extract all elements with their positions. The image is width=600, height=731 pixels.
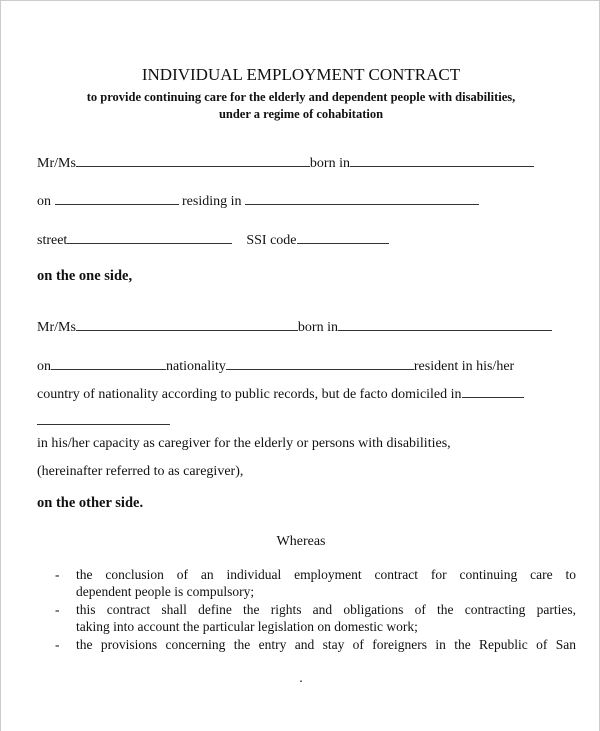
party1-residence-field[interactable] xyxy=(245,191,479,205)
party2-nationality-field[interactable] xyxy=(226,356,414,370)
party2-domicile-field[interactable] xyxy=(462,384,524,398)
bullet-line: the provisions concerning the entry and stay of foreigners in the Republic of San xyxy=(76,637,576,652)
bullet-dash: - xyxy=(55,637,60,652)
label-born-in: born in xyxy=(309,156,350,171)
label-nationality: nationality xyxy=(166,359,226,374)
party1-ssi-field[interactable] xyxy=(297,230,389,244)
label-country-line: country of nationality according to public records, but de facto domiciled in xyxy=(37,387,462,402)
party2-domicile-field-continued[interactable] xyxy=(37,411,170,425)
bullet-dash: - xyxy=(55,567,60,582)
party2-capacity: in his/her capacity as caregiver for the elderly or persons with disabilities, xyxy=(37,436,451,451)
bullet-line: the conclusion of an individual employment contract for continuing care to xyxy=(76,567,576,582)
party1-name-row xyxy=(37,153,534,173)
bullet-text xyxy=(76,601,576,635)
party1-street-field[interactable] xyxy=(67,230,232,244)
bullet-line: taking into account the particular legislation on domestic work; xyxy=(76,619,418,634)
party1-date-row xyxy=(37,191,479,211)
bullet-line: this contract shall define the rights and obligations of the contracting parties, xyxy=(76,602,576,617)
label-residing-in: residing in xyxy=(182,194,242,209)
party2-referred: (hereinafter referred to as caregiver), xyxy=(37,464,244,479)
party2-country-row xyxy=(37,384,524,404)
party1-street-row xyxy=(37,230,389,250)
party2-name-field[interactable] xyxy=(76,317,298,331)
bullet-dash: - xyxy=(55,602,60,617)
label-on: on xyxy=(37,194,51,209)
subtitle-line-2: under a regime of cohabitation xyxy=(218,107,384,121)
party1-birthdate-field[interactable] xyxy=(55,191,179,205)
party2-birthdate-field[interactable] xyxy=(51,356,166,370)
whereas-heading: Whereas xyxy=(276,534,326,549)
label-ssi-code: SSI code xyxy=(246,233,297,248)
bullet-text xyxy=(76,636,576,653)
bullet-line: dependent people is compulsory; xyxy=(76,584,255,599)
label-born-in: born in xyxy=(297,320,338,335)
bullet-text xyxy=(76,566,576,600)
party2-nationality-row xyxy=(37,356,514,376)
other-side-label: on the other side. xyxy=(37,495,144,511)
label-resident: resident in his/her xyxy=(413,359,515,374)
one-side-label: on the one side, xyxy=(37,268,133,284)
party2-domicile-continued xyxy=(37,411,170,431)
party1-birthplace-field[interactable] xyxy=(350,153,534,167)
document-title: INDIVIDUAL EMPLOYMENT CONTRACT xyxy=(141,65,461,84)
label-street: street xyxy=(37,233,68,248)
subtitle-line-1: to provide continuing care for the elderly and dependent people with disabilities, xyxy=(86,90,516,104)
party2-name-row xyxy=(37,317,552,337)
party1-name-field[interactable] xyxy=(76,153,310,167)
party2-birthplace-field[interactable] xyxy=(338,317,552,331)
page-marker: . xyxy=(299,671,303,686)
label-on: on xyxy=(37,359,51,374)
label-mr-ms: Mr/Ms xyxy=(37,156,76,171)
label-mr-ms: Mr/Ms xyxy=(37,320,76,335)
